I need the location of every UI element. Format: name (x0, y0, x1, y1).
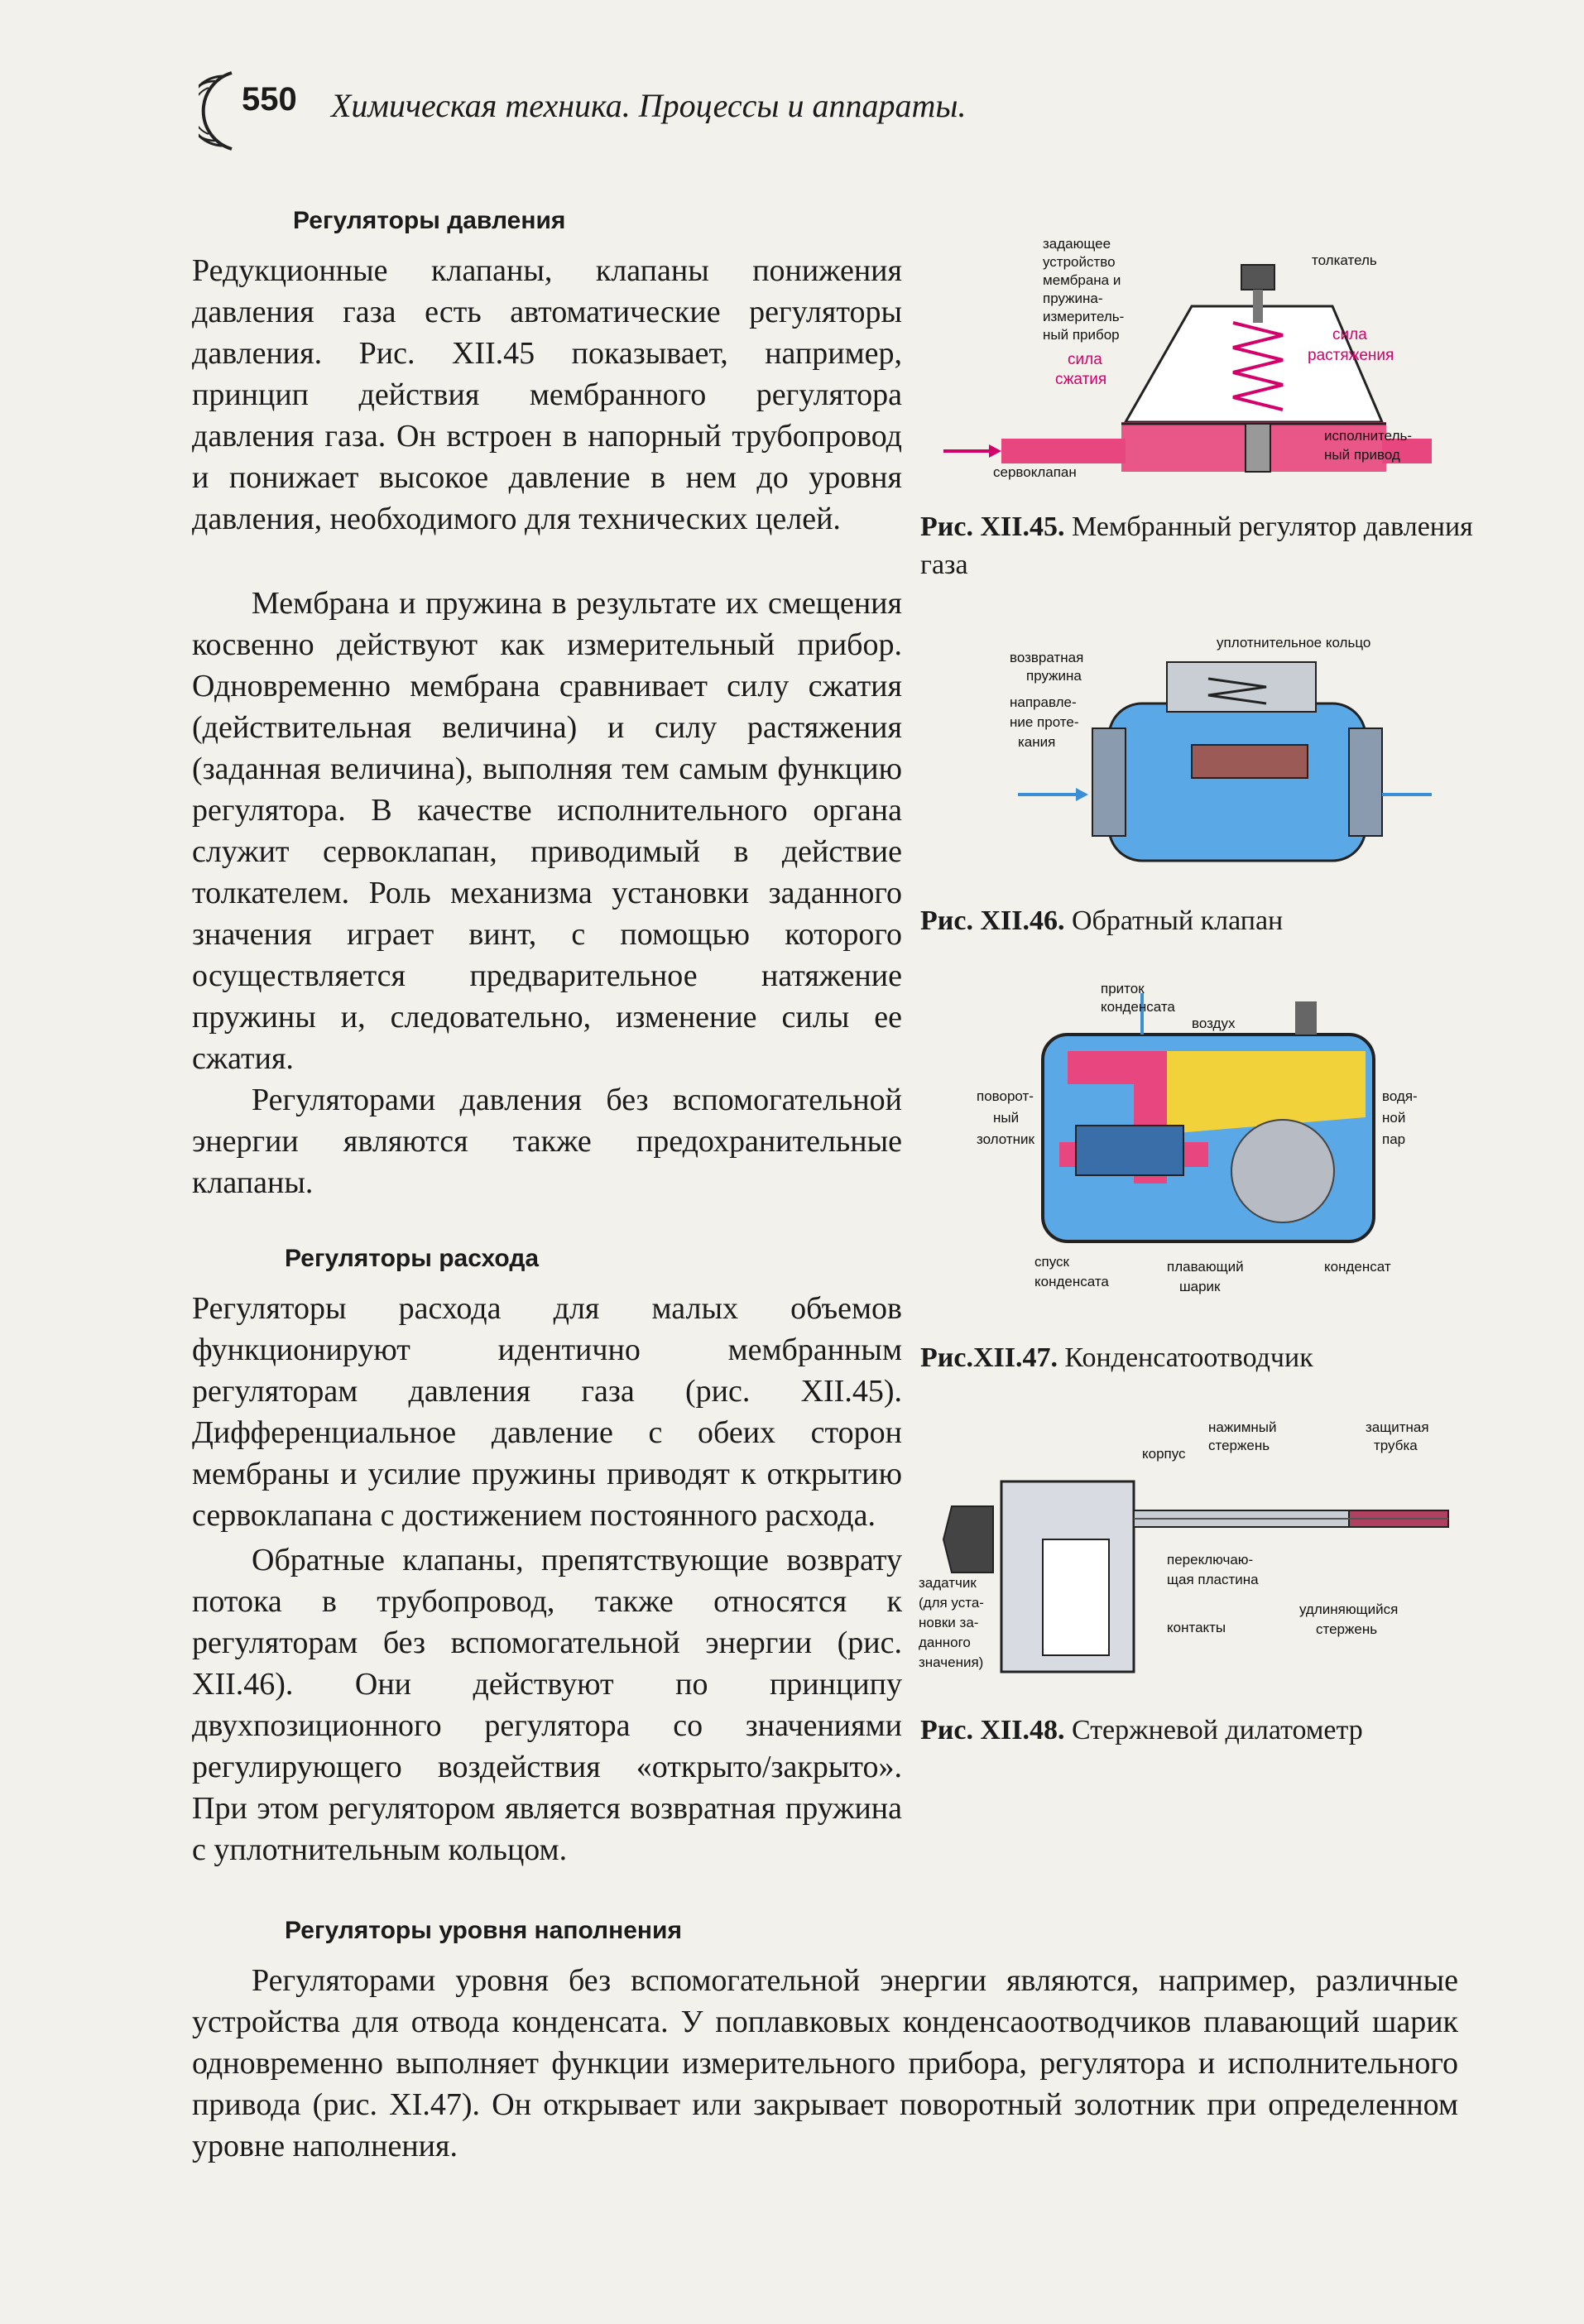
label-force-compression-2: сжатия (1055, 371, 1107, 388)
label-inflow: приток (1101, 981, 1145, 996)
section-title-flow: Регуляторы расхода (285, 1245, 540, 1272)
label-servo-valve: сервоклапан (993, 464, 1077, 480)
label-flow-direction: направле- (1010, 694, 1077, 710)
caption-fig-45-number: Рис. XII.45. (920, 511, 1065, 542)
rod-dilatometer-diagram (919, 1407, 1457, 1680)
label-setter: задающее (1043, 236, 1111, 252)
section-title-pressure: Регуляторы давления (293, 207, 566, 234)
label-setpoint-setter-5: значения) (919, 1654, 984, 1670)
label-floating-ball: плавающий (1167, 1259, 1244, 1275)
label-air: воздух (1192, 1016, 1236, 1031)
label-spring: пружина- (1043, 290, 1103, 306)
section-title-level: Регуляторы уровня наполнения (285, 1917, 682, 1944)
page-header (199, 66, 1440, 141)
label-protective-tube: защитная (1366, 1419, 1429, 1435)
label-meter: измеритель- (1043, 309, 1125, 324)
label-contacts: контакты (1167, 1620, 1226, 1635)
label-setter-2: устройство (1043, 254, 1116, 270)
label-seal-ring: уплотнительное кольцо (1217, 635, 1371, 651)
label-housing: корпус (1142, 1446, 1186, 1462)
paragraph-4: Регуляторы расхода для малых объемов функционируют идентично мембранным регуляторам давления газа (рис. XII.45). Дифференциальное давление с обеих сторон мембраны и усилие пружины приводят к открытию сервоклапана с достижением постоянного расхода. (192, 1291, 902, 1533)
label-switch-plate: переключаю- (1167, 1552, 1254, 1568)
label-return-spring-2: пружина (1026, 668, 1082, 684)
label-force-tension: сила (1332, 326, 1367, 343)
label-inflow-2: конденсата (1101, 999, 1175, 1015)
label-switch-plate-2: щая пластина (1167, 1572, 1259, 1587)
label-rotary-spool-3: золотник (977, 1131, 1034, 1147)
label-extending-rod: удлиняющийся (1299, 1601, 1399, 1617)
label-pusher: толкатель (1312, 252, 1377, 268)
label-setpoint-setter: задатчик (919, 1575, 977, 1591)
paragraph-2: Мембрана и пружина в результате их смещения косвенно действуют как измерительный прибор. Одновременно мембрана сравнивает силу сжатия (действительная величина) и силу растяжения (заданная величина), выполняя тем самым функцию регулятора. В качестве исполнительного органа служит сервоклапан, приводимый в действие толкателем. Роль механизма установки заданного значения играет винт, с помощью которого осуществляется предварительное натяжение пружины и, следовательно, изменение силы ее сжатия. (192, 586, 902, 1076)
page-number-badge (199, 66, 314, 149)
caption-fig-48-number: Рис. XII.48. (920, 1715, 1065, 1745)
label-condensate-drain: спуск (1034, 1254, 1069, 1270)
label-flow-direction-2: ние проте- (1010, 714, 1079, 730)
figure-membrane-regulator (919, 232, 1432, 480)
label-steam-3: пар (1382, 1131, 1406, 1147)
label-actuator-2: ный привод (1324, 447, 1400, 463)
caption-fig-45-text: Мембранный регулятор давления газа (920, 511, 1473, 580)
label-condensate: конденсат (1324, 1259, 1391, 1275)
label-steam: водя- (1382, 1088, 1418, 1104)
label-setpoint-setter-2: (для уста- (919, 1595, 984, 1611)
paragraph-3: Регуляторами давления без вспомогательной энергии являются также предохранительные клапаны. (192, 1083, 902, 1200)
caption-fig-46 (920, 902, 1483, 940)
caption-fig-46-number: Рис. XII.46. (920, 905, 1065, 936)
label-extending-rod-2: стержень (1316, 1621, 1378, 1637)
figure-condensate-trap (919, 977, 1432, 1299)
label-actuator: исполнитель- (1324, 428, 1413, 444)
label-rotary-spool-2: ный (993, 1110, 1020, 1126)
membrane-regulator-diagram (919, 232, 1432, 480)
figure-rod-dilatometer (919, 1407, 1457, 1680)
caption-fig-47-number: Рис.XII.47. (920, 1342, 1058, 1373)
caption-fig-48 (920, 1712, 1483, 1750)
label-protective-tube-2: трубка (1374, 1438, 1418, 1453)
label-floating-ball-2: шарик (1179, 1279, 1221, 1294)
label-membrane: мембрана и (1043, 272, 1121, 288)
label-condensate-drain-2: конденсата (1034, 1274, 1109, 1289)
check-valve-diagram (919, 629, 1432, 877)
label-force-compression: сила (1068, 351, 1102, 368)
label-return-spring: возвратная (1010, 650, 1084, 665)
label-meter-2: ный прибор (1043, 327, 1120, 343)
paragraph-1: Редукционные клапаны, клапаны понижения давления газа есть автоматические регуляторы давления. Рис. XII.45 показывает, например, принцип действия мембранного регулятора давления газа. Он встроен в напорный трубопровод и понижает высокое давление в нем до уровня давления, необходимого для технических целей. (192, 253, 902, 536)
label-push-rod-2: стержень (1208, 1438, 1270, 1453)
caption-fig-47 (920, 1339, 1483, 1377)
paragraph-5: Обратные клапаны, препятствующие возврату потока в трубопровод, также относятся к регуляторам без вспомогательной энергии (рис. XII.46). Они действуют по принципу двухпозиционного регулятора со значениями регулирующего воздействия «открыто/закрыто». При этом регулятором является возвратная пружина с уплотнительным кольцом. (192, 1543, 902, 1867)
caption-fig-47-text: Конденсатоотводчик (1064, 1342, 1313, 1373)
page-number: 550 (242, 81, 297, 118)
caption-fig-48-text: Стержневой дилатометр (1071, 1715, 1363, 1745)
label-flow-direction-3: кания (1018, 734, 1056, 750)
paragraph-6: Регуляторами уровня без вспомогательной энергии являются, например, различные устройства для отвода конденсата. У поплавковых конденсаоотводчиков плавающий шарик одновременно выполняет функции измерительного прибора, регулятора и исполнительного привода (рис. XI.47). Он открывает или закрывает поворотный золотник при определенном уровне наполнения. (192, 1963, 1458, 2163)
label-force-tension-2: растяжения (1308, 347, 1394, 364)
running-title: Химическая техника. Процессы и аппараты. (331, 87, 967, 124)
label-setpoint-setter-3: новки за- (919, 1615, 979, 1630)
label-push-rod: нажимный (1208, 1419, 1277, 1435)
caption-fig-46-text: Обратный клапан (1071, 905, 1284, 936)
figure-check-valve (919, 629, 1432, 877)
label-rotary-spool: поворот- (977, 1088, 1034, 1104)
condensate-trap-diagram (919, 977, 1432, 1299)
label-steam-2: ной (1382, 1110, 1406, 1126)
caption-fig-45 (920, 508, 1483, 584)
label-setpoint-setter-4: данного (919, 1635, 971, 1650)
